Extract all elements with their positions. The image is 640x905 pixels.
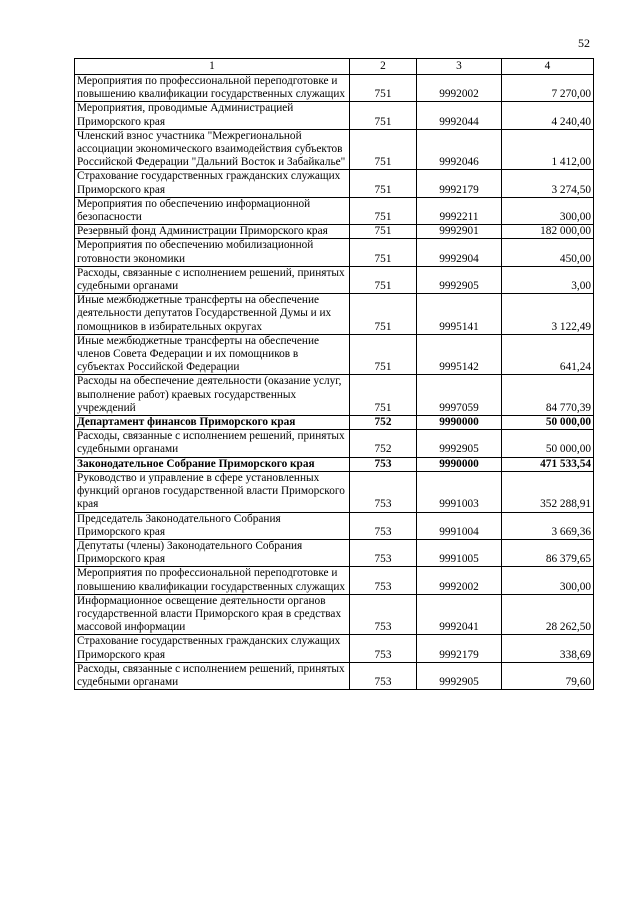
code-cell: 751 xyxy=(350,294,417,335)
expense-name-cell: Мероприятия, проводимые Администрацией Приморского края xyxy=(75,102,350,129)
article-cell: 9990000 xyxy=(417,416,502,430)
amount-cell: 50 000,00 xyxy=(502,430,594,457)
expense-name-cell: Руководство и управление в сфере установленных функций органов государственной власти Приморского края xyxy=(75,471,350,512)
code-cell: 752 xyxy=(350,416,417,430)
table-row xyxy=(75,266,594,293)
expense-name-cell: Страхование государственных гражданских служащих Приморского края xyxy=(75,170,350,197)
code-cell: 753 xyxy=(350,539,417,566)
table-row xyxy=(75,416,594,430)
article-cell: 9992905 xyxy=(417,266,502,293)
expense-name-cell: Расходы, связанные с исполнением решений, принятых судебными органами xyxy=(75,662,350,689)
table-row xyxy=(75,539,594,566)
article-cell: 9992179 xyxy=(417,170,502,197)
code-cell: 751 xyxy=(350,129,417,170)
code-cell: 753 xyxy=(350,635,417,662)
table-row xyxy=(75,635,594,662)
table-row xyxy=(75,197,594,224)
expense-name-cell: Мероприятия по профессиональной переподготовке и повышению квалификации государственных служащих xyxy=(75,567,350,594)
column-header: 4 xyxy=(502,59,594,75)
expense-name-cell: Информационное освещение деятельности органов государственной власти Приморского края в средствах массовой информации xyxy=(75,594,350,635)
article-cell: 9992905 xyxy=(417,662,502,689)
code-cell: 751 xyxy=(350,266,417,293)
article-cell: 9992044 xyxy=(417,102,502,129)
amount-cell: 28 262,50 xyxy=(502,594,594,635)
column-header: 1 xyxy=(75,59,350,75)
amount-cell: 4 240,40 xyxy=(502,102,594,129)
amount-cell: 471 533,54 xyxy=(502,457,594,471)
article-cell: 9992179 xyxy=(417,635,502,662)
amount-cell: 3,00 xyxy=(502,266,594,293)
table-row xyxy=(75,129,594,170)
code-cell: 753 xyxy=(350,662,417,689)
expense-name-cell: Резервный фонд Администрации Приморского края xyxy=(75,225,350,239)
table-header-row xyxy=(75,59,594,75)
expense-name-cell: Департамент финансов Приморского края xyxy=(75,416,350,430)
article-cell: 9992901 xyxy=(417,225,502,239)
article-cell: 9991005 xyxy=(417,539,502,566)
code-cell: 751 xyxy=(350,375,417,416)
article-cell: 9992904 xyxy=(417,239,502,266)
amount-cell: 3 274,50 xyxy=(502,170,594,197)
table-row xyxy=(75,75,594,102)
article-cell: 9995142 xyxy=(417,334,502,375)
expense-name-cell: Иные межбюджетные трансферты на обеспечение членов Совета Федерации и их помощников в субъектах Российской Федерации xyxy=(75,334,350,375)
amount-cell: 50 000,00 xyxy=(502,416,594,430)
article-cell: 9992211 xyxy=(417,197,502,224)
amount-cell: 338,69 xyxy=(502,635,594,662)
code-cell: 753 xyxy=(350,567,417,594)
expense-name-cell: Депутаты (члены) Законодательного Собрания Приморского края xyxy=(75,539,350,566)
article-cell: 9992002 xyxy=(417,567,502,594)
table-row xyxy=(75,239,594,266)
amount-cell: 450,00 xyxy=(502,239,594,266)
expense-name-cell: Расходы на обеспечение деятельности (оказание услуг, выполнение работ) краевых государственных учреждений xyxy=(75,375,350,416)
table-row xyxy=(75,430,594,457)
amount-cell: 3 669,36 xyxy=(502,512,594,539)
table-row xyxy=(75,471,594,512)
article-cell: 9992046 xyxy=(417,129,502,170)
table-row xyxy=(75,567,594,594)
amount-cell: 79,60 xyxy=(502,662,594,689)
article-cell: 9991003 xyxy=(417,471,502,512)
table-row xyxy=(75,334,594,375)
expense-name-cell: Законодательное Собрание Приморского края xyxy=(75,457,350,471)
code-cell: 751 xyxy=(350,75,417,102)
column-header: 2 xyxy=(350,59,417,75)
amount-cell: 3 122,49 xyxy=(502,294,594,335)
amount-cell: 84 770,39 xyxy=(502,375,594,416)
expense-name-cell: Страхование государственных гражданских служащих Приморского края xyxy=(75,635,350,662)
table-row xyxy=(75,457,594,471)
code-cell: 752 xyxy=(350,430,417,457)
table-row xyxy=(75,170,594,197)
code-cell: 751 xyxy=(350,225,417,239)
table-row xyxy=(75,594,594,635)
article-cell: 9991004 xyxy=(417,512,502,539)
article-cell: 9990000 xyxy=(417,457,502,471)
code-cell: 753 xyxy=(350,594,417,635)
amount-cell: 86 379,65 xyxy=(502,539,594,566)
expense-name-cell: Мероприятия по обеспечению информационной безопасности xyxy=(75,197,350,224)
code-cell: 753 xyxy=(350,457,417,471)
amount-cell: 641,24 xyxy=(502,334,594,375)
code-cell: 751 xyxy=(350,334,417,375)
amount-cell: 352 288,91 xyxy=(502,471,594,512)
expense-name-cell: Иные межбюджетные трансферты на обеспечение деятельности депутатов Государственной Думы и их помощников в избирательных округах xyxy=(75,294,350,335)
expense-name-cell: Расходы, связанные с исполнением решений, принятых судебными органами xyxy=(75,430,350,457)
amount-cell: 300,00 xyxy=(502,197,594,224)
article-cell: 9995141 xyxy=(417,294,502,335)
code-cell: 751 xyxy=(350,239,417,266)
table-row xyxy=(75,102,594,129)
table-row xyxy=(75,662,594,689)
article-cell: 9997059 xyxy=(417,375,502,416)
budget-table xyxy=(74,58,594,690)
table-row xyxy=(75,294,594,335)
article-cell: 9992002 xyxy=(417,75,502,102)
expense-name-cell: Мероприятия по профессиональной переподготовке и повышению квалификации государственных служащих xyxy=(75,75,350,102)
article-cell: 9992905 xyxy=(417,430,502,457)
amount-cell: 1 412,00 xyxy=(502,129,594,170)
table-row xyxy=(75,512,594,539)
code-cell: 751 xyxy=(350,170,417,197)
article-cell: 9992041 xyxy=(417,594,502,635)
code-cell: 753 xyxy=(350,471,417,512)
expense-name-cell: Членский взнос участника "Межрегиональной ассоциации экономического взаимодействия субъектов Российской Федерации "Дальний Восток и Забайкалье" xyxy=(75,129,350,170)
column-header: 3 xyxy=(417,59,502,75)
table-row xyxy=(75,225,594,239)
amount-cell: 182 000,00 xyxy=(502,225,594,239)
amount-cell: 300,00 xyxy=(502,567,594,594)
amount-cell: 7 270,00 xyxy=(502,75,594,102)
expense-name-cell: Расходы, связанные с исполнением решений, принятых судебными органами xyxy=(75,266,350,293)
expense-name-cell: Председатель Законодательного Собрания Приморского края xyxy=(75,512,350,539)
expense-name-cell: Мероприятия по обеспечению мобилизационной готовности экономики xyxy=(75,239,350,266)
code-cell: 751 xyxy=(350,102,417,129)
code-cell: 753 xyxy=(350,512,417,539)
page-number: 52 xyxy=(578,36,590,50)
code-cell: 751 xyxy=(350,197,417,224)
table-row xyxy=(75,375,594,416)
